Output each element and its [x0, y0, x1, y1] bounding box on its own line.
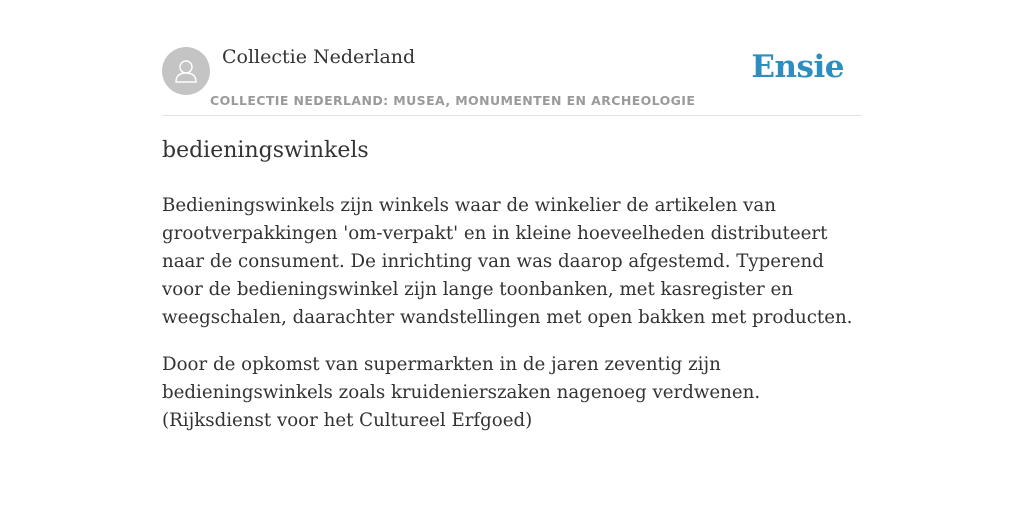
- author-subtitle: COLLECTIE NEDERLAND: MUSEA, MONUMENTEN EN ARCHEOLOGIE: [210, 93, 696, 108]
- brand-logo[interactable]: Ensie: [751, 49, 844, 85]
- avatar[interactable]: [162, 47, 210, 95]
- author-name[interactable]: Collectie Nederland: [222, 46, 416, 68]
- entry-paragraph: Bedieningswinkels zijn winkels waar de winkelier de artikelen van grootverpakkingen 'om-verpakt' en in kleine hoeveelheden distributeert naar de consument. De inrichting van was daarop afgestemd. Typerend voor de bedieningswinkel zijn lange toonbanken, met kasregister en weegschalen, daarachter wandstellingen met open bakken met producten.: [162, 195, 853, 328]
- entry-title: bedieningswinkels: [162, 138, 369, 163]
- user-silhouette-icon: [162, 47, 210, 95]
- entry-body: [162, 192, 862, 454]
- author-header: [162, 45, 862, 116]
- entry-paragraph: Door de opkomst van supermarkten in de jaren zeventig zijn bedieningswinkels zoals kruidenierszaken nagenoeg verdwenen. (Rijksdienst voor het Cultureel Erfgoed): [162, 354, 761, 431]
